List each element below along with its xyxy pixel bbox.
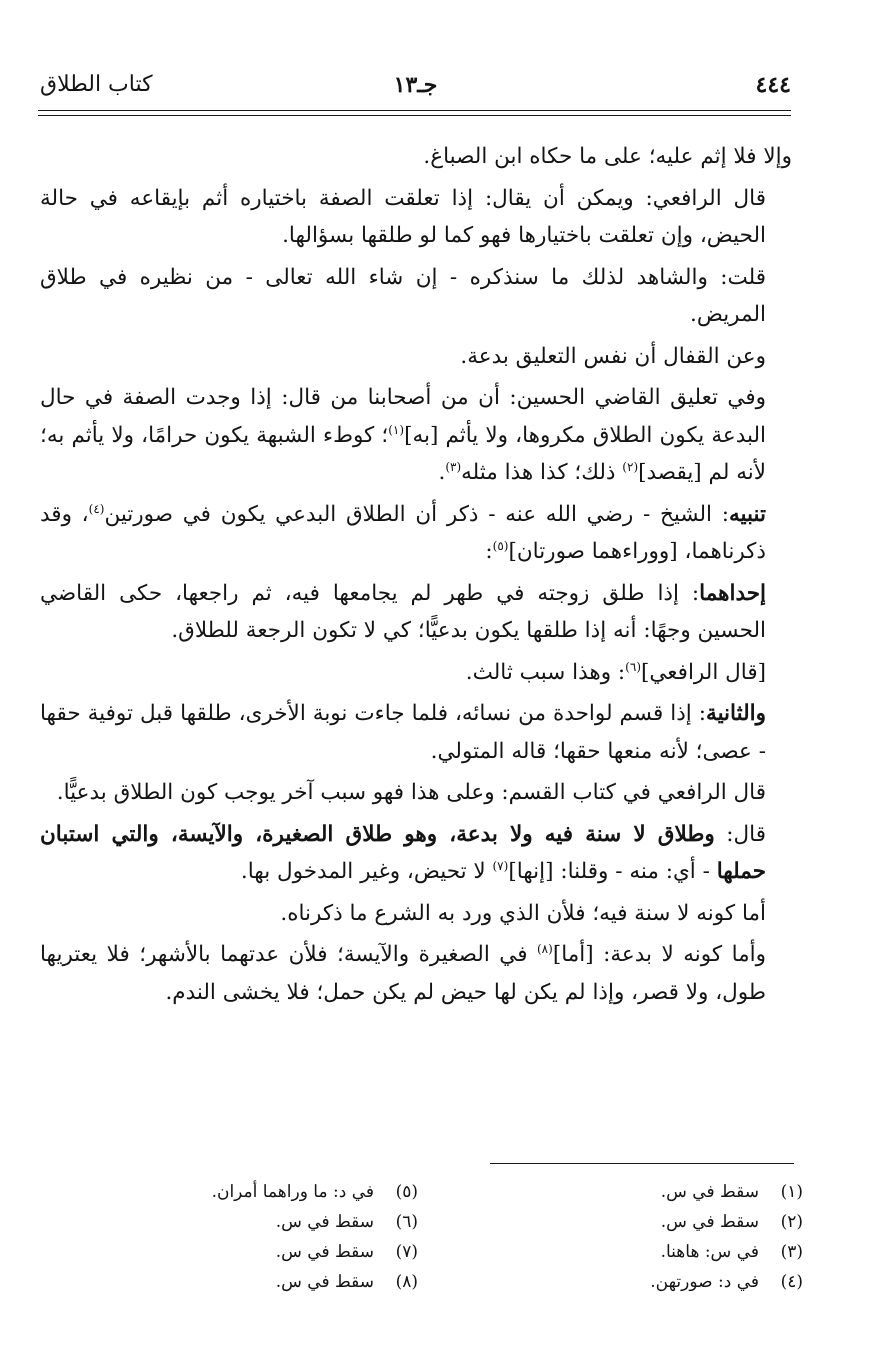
paragraph: [قال الرافعي]$^{(٦)}$: وهذا سبب ثالث.: [465, 659, 766, 685]
footnote: [78, 1177, 418, 1207]
paragraph: إحداهما: إذا طلق زوجته في طهر لم يجامعها فيه، ثم راجعها، حكى القاضي الحسين وجهًا: أنه إذا طلقها يكون بدعيًّا؛ كي لا تكون الرجعة للطلاق.: [40, 580, 766, 643]
footnote-text: في د: صورتهن.: [650, 1272, 759, 1292]
footnote-text: في د: ما وراهما أمران.: [211, 1182, 374, 1202]
paragraph: أما كونه لا سنة فيه؛ فلأن الذي ورد به الشرع ما ذكرناه.: [280, 900, 766, 926]
paragraph: وفي تعليق القاضي الحسين: أن من أصحابنا من قال: إذا وجدت الصفة في حال البدعة يكون الطلاق مكروها، ولا يأثم [به]$^{(١)}$؛ كوطء الشبهة يكون حرامًا، ولا يأثم به؛ لأنه لم [يقصد]$^{(٢)}$ ذلك؛ كذا هذا مثله$^{(٣)}$.: [40, 385, 766, 485]
footnote-separator: [490, 1163, 794, 1164]
paragraph: قال: وطلاق لا سنة فيه ولا بدعة، وهو طلاق الصغيرة، والآيسة، والتي استبان حملها - أي: منه - وقلنا: [إنها]$^{(٧)}$ لا تحيض، وغير المدخول بها.: [40, 821, 766, 884]
main-text: [40, 138, 792, 1015]
footnote: [78, 1267, 418, 1297]
footnote-number: (٢): [780, 1212, 803, 1232]
header-rule-top: [38, 110, 791, 111]
footnote-number: (٧): [395, 1242, 418, 1262]
paragraph: وعن القفال أن نفس التعليق بدعة.: [460, 343, 766, 369]
footnote-text: سقط في س.: [275, 1212, 374, 1232]
page-number: ٤٤٤: [755, 72, 791, 98]
book-title: كتاب الطلاق: [40, 72, 153, 97]
footnote-number: (٨): [395, 1272, 418, 1292]
footnote: [443, 1177, 803, 1207]
footnote: [443, 1207, 803, 1237]
volume-label: جـ١٣: [393, 72, 438, 98]
paragraph: تنبيه: الشيخ - رضي الله عنه - ذكر أن الطلاق البدعي يكون في صورتين$^{(٤)}$، وقد ذكرناهما، [ووراءهما صورتان]$^{(٥)}$:: [40, 501, 766, 564]
paragraph: وأما كونه لا بدعة: [أما]$^{(٨)}$ في الصغيرة والآيسة؛ فلأن عدتهما بالأشهر؛ فلا يعتريها طول، ولا قصر، وإذا لم يكن لها حيض لم يكن حمل؛ فلا يخشى الندم.: [40, 941, 766, 1005]
footnote: [443, 1267, 803, 1297]
footnote: [78, 1237, 418, 1267]
paragraph: قلت: والشاهد لذلك ما سنذكره - إن شاء الله تعالى - من نظيره في طلاق المريض.: [40, 264, 766, 327]
paragraph: وإلا فلا إثم عليه؛ على ما حكاه ابن الصباغ.: [423, 144, 792, 169]
footnote: [78, 1207, 418, 1237]
footnote-text: سقط في س.: [660, 1212, 759, 1232]
footnote-number: (٦): [395, 1212, 418, 1232]
footnote-number: (٤): [780, 1272, 803, 1292]
footnote-text: سقط في س.: [275, 1242, 374, 1262]
footnotes-right-column: [443, 1177, 803, 1297]
footnote-text: سقط في س.: [660, 1182, 759, 1202]
footnote-number: (٣): [780, 1242, 803, 1262]
paragraph: قال الرافعي: ويمكن أن يقال: إذا تعلقت الصفة باختياره أثم بإيقاعه في حالة الحيض، وإن تعلقت باختيارها فهو كما لو طلقها بسؤالها.: [40, 185, 766, 248]
footnote-number: (٥): [395, 1182, 418, 1202]
paragraph: والثانية: إذا قسم لواحدة من نسائه، فلما جاءت نوبة الأخرى، طلقها قبل توفية حقها - عصى؛ لأنه منعها حقها؛ قاله المتولي.: [40, 701, 766, 764]
footnote-text: سقط في س.: [275, 1272, 374, 1292]
footnotes-left-column: [78, 1177, 418, 1297]
paragraph: قال الرافعي في كتاب القسم: وعلى هذا فهو سبب آخر يوجب كون الطلاق بدعيًّا.: [56, 780, 766, 805]
page-header: [40, 72, 791, 106]
header-rule-bottom: [38, 115, 791, 116]
footnote-number: (١): [780, 1182, 803, 1202]
footnote-text: في س: هاهنا.: [660, 1242, 759, 1262]
footnote: [443, 1237, 803, 1267]
